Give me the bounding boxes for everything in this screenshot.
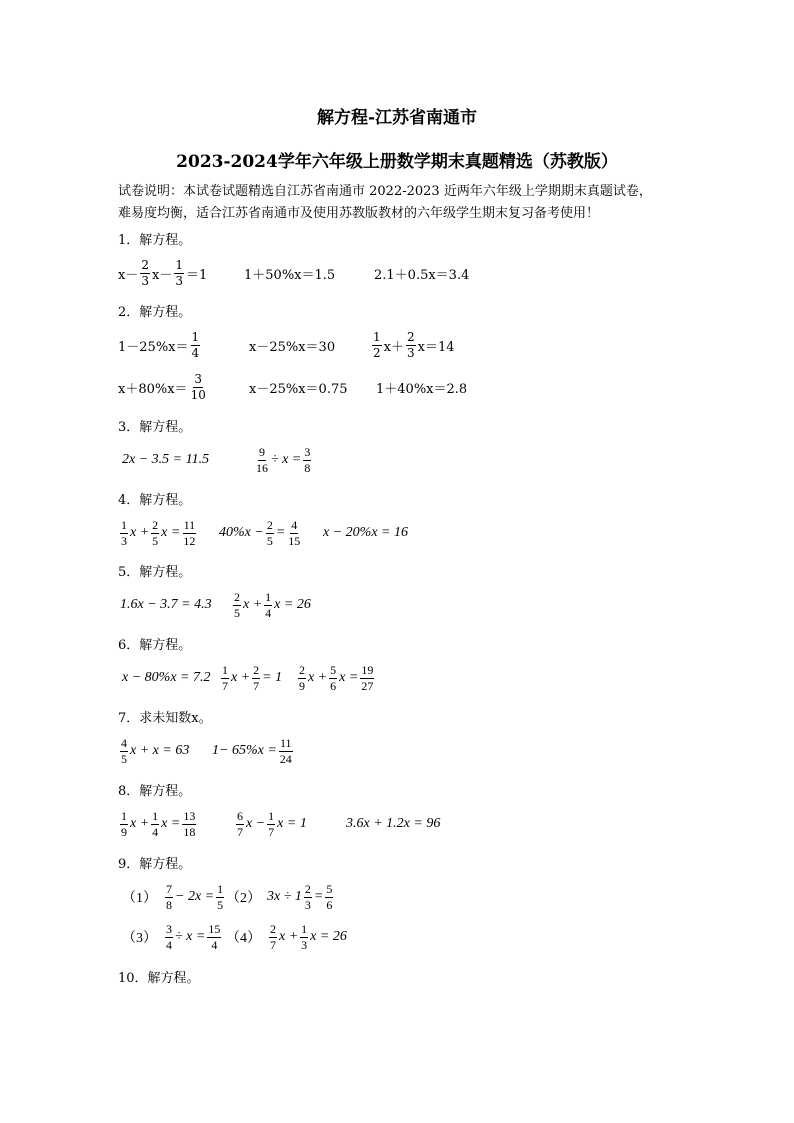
fraction xyxy=(300,922,308,953)
fraction xyxy=(264,590,272,621)
equation xyxy=(370,325,455,365)
equation-text: x－ xyxy=(151,267,173,283)
fraction xyxy=(303,445,311,476)
numerator: 13 xyxy=(183,808,196,823)
numerator: 2 xyxy=(141,257,149,272)
equation-text: x + x = 63 xyxy=(130,743,190,758)
denominator: 6 xyxy=(330,678,337,693)
equation-text: x + xyxy=(231,670,251,685)
denominator: 5 xyxy=(266,533,273,548)
fraction xyxy=(252,663,260,694)
numerator: 1 xyxy=(152,808,159,823)
equation xyxy=(122,877,226,917)
denominator: 8 xyxy=(304,460,311,475)
numerator: 11 xyxy=(183,517,196,532)
equation-text: x = 26 xyxy=(310,929,347,944)
equation-row-2b xyxy=(118,367,718,407)
numerator: 5 xyxy=(326,881,333,896)
intro-line: 试卷说明：本试卷试题精选自江苏省南通市 2022-2023 近两年六年级上学期期末真题试卷， xyxy=(118,184,652,199)
equation: 1＋50%x＝1.5 xyxy=(244,267,336,283)
numerator: 19 xyxy=(361,662,374,677)
equation-row-9b xyxy=(118,917,718,957)
numerator: 1 xyxy=(217,881,224,896)
equation xyxy=(118,325,202,365)
numerator: 2 xyxy=(266,517,273,532)
numerator: 1 xyxy=(373,329,381,344)
equation-text: x = 1 xyxy=(277,816,307,831)
denominator: 7 xyxy=(268,824,275,839)
denominator: 4 xyxy=(152,824,159,839)
equation-text: x = xyxy=(161,816,181,831)
fraction xyxy=(140,258,150,289)
equation: 1.6x − 3.7 = 4.3 xyxy=(120,597,212,612)
denominator: 24 xyxy=(279,751,292,766)
numerator: 9 xyxy=(259,444,265,459)
equation: x－25%x＝0.75 xyxy=(249,381,348,397)
equation xyxy=(122,917,223,957)
equation xyxy=(226,917,347,957)
fraction xyxy=(165,882,173,913)
numerator: 4 xyxy=(291,517,298,532)
equation-text: 1− 65%x = xyxy=(212,743,277,758)
equation-text: x + xyxy=(308,670,328,685)
question-heading-4: 4．解方程。 xyxy=(118,493,192,508)
sub-question-label: （2） xyxy=(226,891,261,906)
question-heading-6: 6．解方程。 xyxy=(118,638,192,653)
fraction xyxy=(360,663,374,694)
fraction xyxy=(236,809,244,840)
numerator: 1 xyxy=(268,808,275,823)
denominator: 9 xyxy=(121,824,127,839)
equation-row-4 xyxy=(118,513,718,553)
question-heading-10: 10．解方程。 xyxy=(118,971,200,986)
equation-row-5 xyxy=(118,585,718,625)
equation: 3.6x + 1.2x = 96 xyxy=(346,816,441,831)
equation xyxy=(226,877,335,917)
numerator: 1 xyxy=(191,329,200,344)
denominator: 15 xyxy=(288,533,301,548)
fraction xyxy=(120,809,128,840)
question-heading-8: 8．解方程。 xyxy=(118,784,192,799)
equation xyxy=(118,513,198,553)
fraction xyxy=(165,922,173,953)
equation xyxy=(231,585,311,625)
denominator: 3 xyxy=(304,897,311,912)
numerator: 3 xyxy=(304,444,311,459)
question-heading-7: 7．求未知数x。 xyxy=(118,711,212,726)
sub-question-label: （3） xyxy=(122,931,157,946)
fraction xyxy=(298,663,306,694)
fraction xyxy=(269,922,277,953)
equation-text: x－ xyxy=(118,267,139,283)
equation-text: 3x ÷ 1 xyxy=(267,889,302,904)
denominator: 5 xyxy=(152,533,159,548)
denominator: 5 xyxy=(217,897,224,912)
equation xyxy=(118,253,207,293)
fraction xyxy=(151,809,159,840)
fraction xyxy=(182,518,196,549)
numerator: 11 xyxy=(280,735,292,750)
numerator: 3 xyxy=(194,371,203,386)
denominator: 3 xyxy=(141,273,149,288)
equation xyxy=(219,658,282,698)
denominator: 4 xyxy=(265,605,272,620)
equation-text: = xyxy=(275,525,286,540)
fraction xyxy=(190,372,207,403)
numerator: 1 xyxy=(121,808,127,823)
equation: 2.1＋0.5x＝3.4 xyxy=(374,267,470,283)
equation xyxy=(118,804,198,844)
equation-text: x + xyxy=(130,525,150,540)
fraction xyxy=(325,882,333,913)
numerator: 2 xyxy=(406,329,415,344)
equation-text: ＝1 xyxy=(185,267,208,283)
numerator: 5 xyxy=(330,662,337,677)
fraction xyxy=(267,809,275,840)
equation-row-2a xyxy=(118,325,718,365)
numerator: 7 xyxy=(166,881,172,896)
equation-text: x = 26 xyxy=(274,597,311,612)
fraction xyxy=(406,330,416,361)
fraction xyxy=(255,445,269,476)
equation-row-6 xyxy=(118,658,718,698)
numerator: 2 xyxy=(253,662,260,677)
numerator: 6 xyxy=(237,808,243,823)
denominator: 12 xyxy=(183,533,196,548)
fraction xyxy=(329,663,337,694)
denominator: 9 xyxy=(299,678,305,693)
denominator: 4 xyxy=(211,937,218,952)
equation-text: ÷ x = xyxy=(175,929,206,944)
equation-text: ÷ x = xyxy=(271,452,302,467)
numerator: 1 xyxy=(265,589,272,604)
equation-text: 40%x − xyxy=(219,525,264,540)
denominator: 4 xyxy=(166,937,172,952)
equation xyxy=(212,731,295,771)
equation: x − 80%x = 7.2 xyxy=(122,670,211,685)
denominator: 6 xyxy=(326,897,333,912)
equation-row-1 xyxy=(118,253,718,293)
fraction xyxy=(372,330,382,361)
denominator: 8 xyxy=(166,897,172,912)
numerator: 2 xyxy=(270,921,276,936)
equation xyxy=(118,367,209,407)
equation xyxy=(253,440,313,480)
denominator: 18 xyxy=(183,824,196,839)
fraction xyxy=(233,590,241,621)
equation-text: x＋80%x＝ xyxy=(118,381,188,397)
equation-text: x + xyxy=(243,597,263,612)
numerator: 2 xyxy=(152,517,159,532)
numerator: 3 xyxy=(166,921,172,936)
fraction xyxy=(304,882,312,913)
document-subtitle: 2023-2024学年六年级上册数学期末真题精选（苏教版） xyxy=(176,152,618,172)
equation-text: = 1 xyxy=(262,670,283,685)
fraction xyxy=(279,736,293,767)
fraction xyxy=(207,922,221,953)
numerator: 2 xyxy=(299,662,305,677)
fraction xyxy=(266,518,274,549)
equation-text: − 2x = xyxy=(175,889,215,904)
equation-text: x＝14 xyxy=(417,339,455,355)
question-heading-2: 2．解方程。 xyxy=(118,305,192,320)
denominator: 7 xyxy=(253,678,260,693)
equation xyxy=(234,804,307,844)
denominator: 2 xyxy=(373,345,381,360)
document-title: 解方程-江苏省南通市 xyxy=(316,108,478,128)
sub-question-label: （1） xyxy=(122,891,157,906)
denominator: 7 xyxy=(270,937,276,952)
equation-row-7 xyxy=(118,731,718,771)
equation-text: x − xyxy=(246,816,266,831)
fraction xyxy=(120,518,128,549)
numerator: 2 xyxy=(304,881,311,896)
numerator: 4 xyxy=(121,735,127,750)
numerator: 1 xyxy=(301,921,308,936)
question-heading-5: 5．解方程。 xyxy=(118,565,192,580)
numerator: 2 xyxy=(234,589,240,604)
denominator: 3 xyxy=(121,533,127,548)
denominator: 5 xyxy=(121,751,127,766)
fraction xyxy=(221,663,229,694)
fraction xyxy=(174,258,184,289)
equation: x－25%x＝30 xyxy=(249,339,336,355)
equation-text: x + xyxy=(130,816,150,831)
question-heading-9: 9．解方程。 xyxy=(118,857,192,872)
equation: x − 20%x = 16 xyxy=(323,525,408,540)
numerator: 15 xyxy=(208,921,221,936)
question-heading-3: 3．解方程。 xyxy=(118,420,192,435)
denominator: 4 xyxy=(191,345,200,360)
numerator: 1 xyxy=(222,662,228,677)
denominator: 7 xyxy=(237,824,243,839)
equation-text: x + xyxy=(279,929,299,944)
fraction xyxy=(191,330,201,361)
fraction xyxy=(120,736,128,767)
equation: 1＋40%x＝2.8 xyxy=(376,381,468,397)
fraction xyxy=(216,882,224,913)
equation: 2x − 3.5 = 11.5 xyxy=(122,452,210,467)
equation xyxy=(118,731,189,771)
numerator: 1 xyxy=(175,257,183,272)
denominator: 7 xyxy=(222,678,228,693)
fraction xyxy=(151,518,159,549)
sub-question-label: （4） xyxy=(226,931,261,946)
denominator: 3 xyxy=(175,273,183,288)
equation-text: x＋ xyxy=(383,339,404,355)
denominator: 5 xyxy=(234,605,240,620)
equation-text: = xyxy=(313,889,324,904)
fraction xyxy=(182,809,196,840)
denominator: 16 xyxy=(256,460,268,475)
equation-row-3 xyxy=(118,440,718,480)
equation-text: x = xyxy=(161,525,181,540)
equation-row-8 xyxy=(118,804,718,844)
question-heading-1: 1．解方程。 xyxy=(118,233,192,248)
numerator: 1 xyxy=(121,517,127,532)
equation xyxy=(219,513,303,553)
equation-text: x = xyxy=(339,670,359,685)
denominator: 27 xyxy=(361,678,374,693)
intro-line: 难易度均衡，适合江苏省南通市及使用苏教版教材的六年级学生期末复习备考使用！ xyxy=(118,206,600,221)
equation-row-9a xyxy=(118,877,718,917)
equation-text: 1－25%x＝ xyxy=(118,339,189,355)
equation xyxy=(296,658,376,698)
fraction xyxy=(287,518,301,549)
exam-description xyxy=(118,181,688,225)
denominator: 3 xyxy=(301,937,308,952)
denominator: 3 xyxy=(406,345,415,360)
denominator: 10 xyxy=(190,387,206,402)
